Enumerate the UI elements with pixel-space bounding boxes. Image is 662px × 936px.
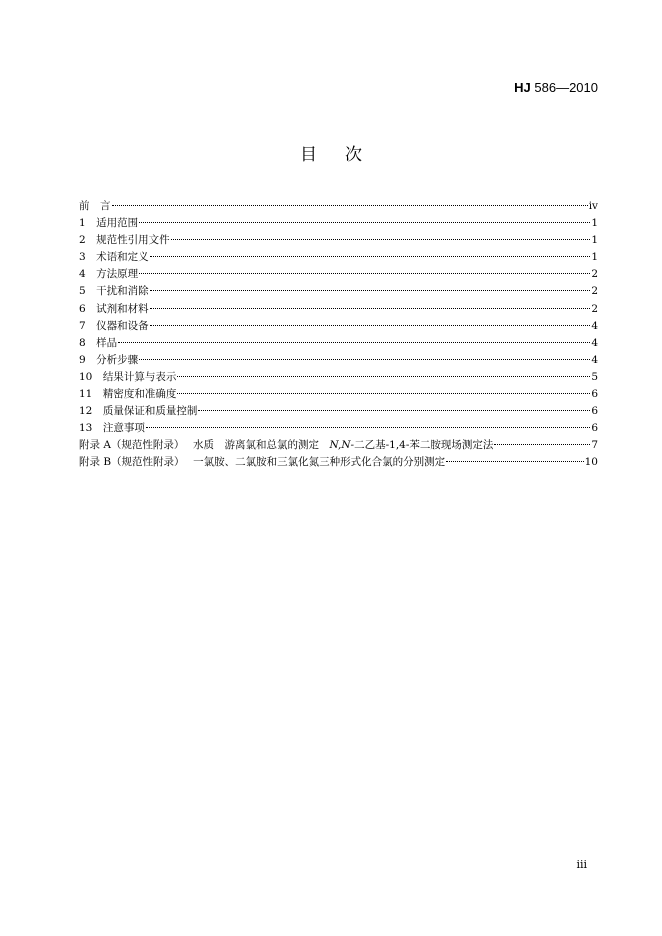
toc-entry-samples[interactable] [79, 335, 598, 352]
appendix-a-title-italic: N,N- [329, 439, 355, 452]
toc-entry-page: 6 [591, 422, 598, 435]
toc-entry-page: 2 [591, 285, 598, 298]
toc-leader-dots [446, 461, 583, 462]
toc-entry-label: 4 方法原理 [79, 268, 139, 281]
toc-entry-page: 6 [591, 405, 598, 418]
toc-entry-page: 7 [591, 439, 598, 452]
toc-entry-label: 9 分析步骤 [79, 353, 139, 366]
toc-entry-page: 4 [591, 319, 598, 332]
toc-leader-dots [139, 222, 590, 223]
toc-entry-page: 10 [584, 456, 598, 469]
toc-leader-dots [150, 290, 591, 291]
toc-entry-normative-references[interactable] [79, 232, 598, 249]
toc-leader-dots [150, 308, 591, 309]
toc-leader-dots [150, 325, 591, 326]
toc-entry-label: 附录 B（规范性附录） 一氯胺、二氯胺和三氯化氮三种形式化合氯的分别测定 [79, 456, 446, 469]
toc-leader-dots [139, 359, 590, 360]
toc-entry-page: 4 [591, 353, 598, 366]
toc-entry-label: 10 结果计算与表示 [79, 370, 177, 383]
page-title: 目次 [300, 145, 390, 165]
toc-entry-page: 1 [591, 234, 598, 247]
toc-entry-appendix-b[interactable] [79, 454, 598, 471]
standard-code-number: 586—2010 [530, 80, 598, 95]
toc-entry-label: 5 干扰和消除 [79, 285, 149, 298]
toc-entry-terms[interactable] [79, 249, 598, 266]
toc-entry-page: 1 [591, 251, 598, 264]
toc-entry-page: 2 [591, 268, 598, 281]
toc-entry-page: 6 [591, 388, 598, 401]
table-of-contents [79, 198, 598, 472]
toc-leader-dots [494, 444, 590, 445]
toc-entry-principle[interactable] [79, 266, 598, 283]
page-number: iii [576, 858, 587, 871]
toc-entry-label: 1 适用范围 [79, 217, 139, 230]
toc-entry-label: 8 样品 [79, 336, 118, 349]
toc-entry-precision[interactable] [79, 386, 598, 403]
toc-entry-label: 12 质量保证和质量控制 [79, 405, 198, 418]
toc-entry-appendix-a[interactable] [79, 437, 598, 454]
toc-leader-dots [112, 205, 588, 206]
toc-entry-label: 3 术语和定义 [79, 251, 149, 264]
toc-leader-dots [118, 342, 590, 343]
toc-entry-interference[interactable] [79, 283, 598, 300]
toc-leader-dots [171, 239, 591, 240]
toc-entry-label [79, 437, 493, 454]
toc-entry-foreword[interactable] [79, 198, 598, 215]
toc-entry-notes[interactable] [79, 420, 598, 437]
toc-leader-dots [198, 410, 590, 411]
toc-entry-results[interactable] [79, 369, 598, 386]
toc-leader-dots [177, 393, 590, 394]
toc-entry-page: 1 [591, 217, 598, 230]
toc-entry-label: 前 言 [79, 200, 111, 212]
toc-entry-label: 13 注意事项 [79, 422, 145, 435]
appendix-a-title-part2: 二乙基-1,4-苯二胺现场测定法 [354, 439, 494, 452]
toc-leader-dots [150, 256, 591, 257]
toc-entry-label: 11 精密度和准确度 [79, 388, 177, 401]
toc-entry-page: 5 [591, 370, 598, 383]
toc-entry-scope[interactable] [79, 215, 598, 232]
toc-entry-label: 2 规范性引用文件 [79, 234, 170, 247]
toc-entry-label: 6 试剂和材料 [79, 302, 149, 315]
toc-entry-label: 7 仪器和设备 [79, 319, 149, 332]
toc-entry-apparatus[interactable] [79, 318, 598, 335]
toc-entry-reagents[interactable] [79, 301, 598, 318]
toc-leader-dots [139, 273, 590, 274]
toc-entry-page: 4 [591, 336, 598, 349]
toc-entry-procedure[interactable] [79, 352, 598, 369]
toc-entry-page: 2 [591, 302, 598, 315]
standard-code [514, 80, 598, 96]
appendix-a-title-part1: 附录 A（规范性附录） 水质 游离氯和总氯的测定 [79, 439, 330, 452]
toc-leader-dots [146, 427, 590, 428]
toc-leader-dots [177, 376, 590, 377]
toc-entry-page: iv [588, 200, 598, 212]
standard-code-prefix: HJ [514, 80, 531, 95]
toc-entry-quality-control[interactable] [79, 403, 598, 420]
